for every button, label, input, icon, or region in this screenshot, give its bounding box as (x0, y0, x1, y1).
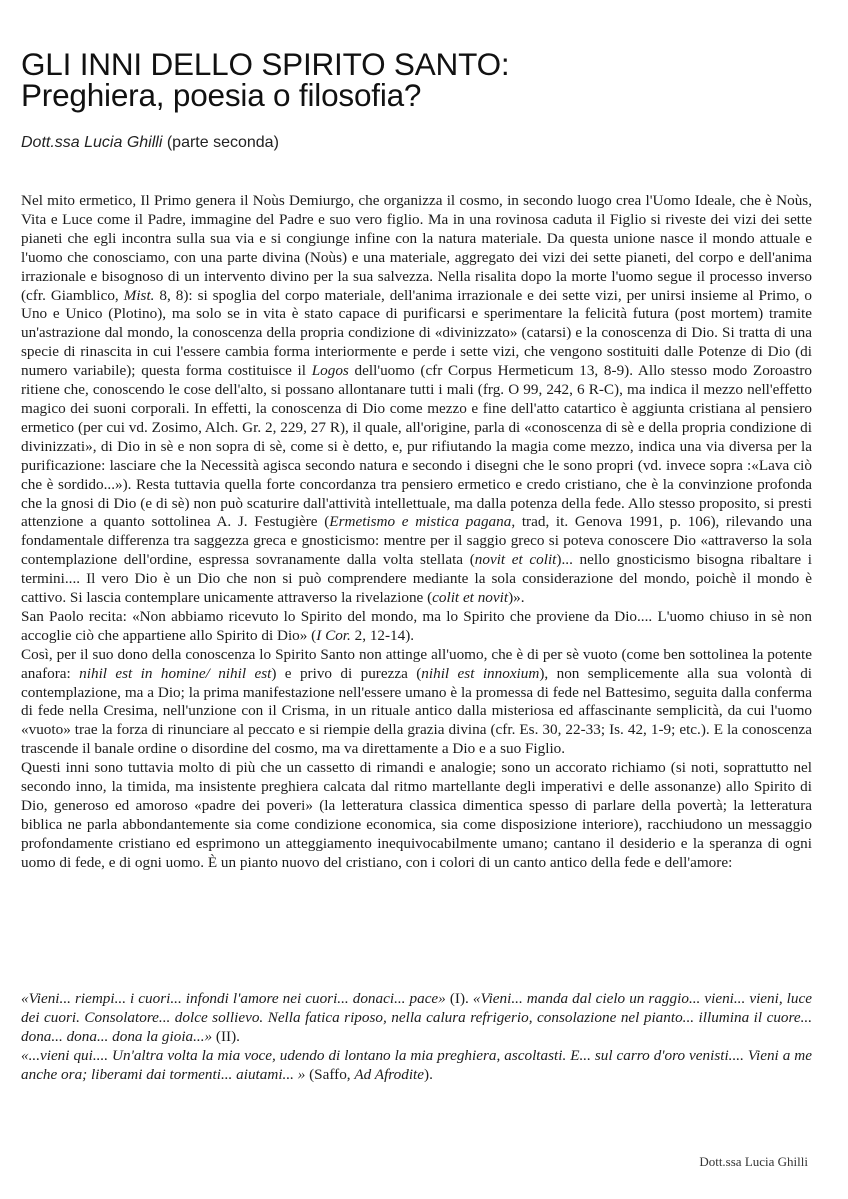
p3-text-1: Così, per il suo dono della conoscenza lo Spirito Santo non attinge all'uomo, che è di per sè vuoto (come ben sottolinea la potente anafora: (21, 645, 812, 682)
p1-text-4: , trad, it. Genova 1991, p. 106), rilevando una fondamentale differenza tra saggezza greca e gnosticismo: mentre per il saggio greco si poteva conoscere Dio «attraverso la sola contemplazione dell'ordine, espressa sovranamente dalla volta stellata ( (21, 513, 812, 569)
p2-text-2: 2, 12-14). (350, 626, 415, 644)
p2-text-1: San Paolo recita: «Non abbiamo ricevuto lo Spirito del mondo, ma lo Spirito che proviene da Dio.... L'uomo chiuso in sè non accoglie ciò che appartiene allo Spirito di Dio» ( (21, 607, 812, 644)
p1-text-5: )... nello gnosticismo bisogna ribaltare i termini.... Il vero Dio è un Dio che non si può comprendere mediante la sola considerazione del mondo, poichè il mondo è cattivo. Si lascia contemplare unicamente attraverso la rivelazione ( (21, 551, 813, 607)
p1-text-2: 8, 8): si spoglia del corpo materiale, dell'anima irrazionale e dei sette vizi, per unirsi insieme al Primo, o Uno e Unico (Plotino), ma solo se in vita è stato capace di purificarsi e sperimentare la felicità futura (post mortem) tramite un'astrazione dal mondo, la conoscenza della propria condizione di «divinizzato» (catarsi) e la conoscenza di Dio. Si tratta di una specie di rinascita in cui l'essere cambia forma interiormente e perde i sette vizi, che vengono sostituiti dalle Potenze di Dio (di numero variabile); questa forma costituisce il (21, 286, 813, 380)
p1-ref-mist: Mist. (123, 286, 155, 304)
p1-text-6: )». (508, 589, 525, 607)
author-line (21, 134, 279, 152)
quote-sappho-ref-2: ). (424, 1065, 433, 1083)
paragraph-2 (21, 608, 812, 646)
quote-hymns (21, 990, 812, 1047)
page-title (21, 46, 510, 113)
quote-sappho (21, 1047, 812, 1085)
author-signature: Dott.ssa Lucia Ghilli (699, 1154, 808, 1169)
p1-term-logos: Logos (311, 362, 349, 380)
author-name: Dott.ssa Lucia Ghilli (21, 134, 163, 151)
quote-hymn-2: «Vieni... manda dal cielo un raggio... vieni... vieni, luce dei cuori. Consolatore... dolce sollievo. Nella fatica riposo, nella calura refrigerio, consolazione nel pianto... illumina il cuore... dona... dona... dona la gioia...» (21, 990, 812, 1045)
paragraph-1 (21, 192, 812, 608)
author-part: (parte seconda) (166, 134, 279, 151)
p2-ref-cor: I Cor. (316, 626, 351, 644)
p3-text-2: ) e privo di purezza ( (271, 664, 422, 682)
p3-latin-1: nihil est in homine/ nihil est (79, 664, 272, 682)
quote-hymn-1-ref: (I). (445, 990, 473, 1007)
paragraph-3 (21, 646, 812, 759)
title-line-1: GLI INNI DELLO SPIRITO SANTO: (21, 46, 510, 82)
quote-sappho-work: Ad Afrodite (354, 1065, 425, 1083)
p1-latin-novit: novit et colit (474, 551, 557, 569)
p1-text-1: Nel mito ermetico, Il Primo genera il Noùs Demiurgo, che organizza il cosmo, in secondo luogo crea l'Uomo Ideale, che è Noùs, Vita e Luce come il Padre, immagine del Padre e suo vero figlio. Ma in una rovinosa caduta il Figlio si riveste dei vizi dei sette pianeti che egli incontra sulla sua via e si congiunge infine con la natura materiale. Da questa unione nasce il mondo attuale e l'uomo che conosciamo, con una parte divina (Noùs) e una materiale, aggregato dei vizi dei sette pianeti, del corpo e dell'anima irrazionale e bisognoso di un intervento divino per la sua salvezza. Nella risalita dopo la morte l'uomo segue il processo inverso (cfr. Giamblico, (21, 192, 812, 304)
hymn-quotes (21, 990, 812, 1085)
quote-hymn-1: «Vieni... riempi... i cuori... infondi l'amore nei cuori... donaci... pace» (21, 990, 446, 1007)
article-body (21, 192, 812, 873)
p1-book-title: Ermetismo e mistica pagana (329, 513, 512, 531)
quote-sappho-ref-1: (Saffo, (305, 1065, 355, 1083)
p1-latin-colit: colit et novit (432, 589, 509, 607)
paragraph-4: Questi inni sono tuttavia molto di più che un cassetto di rimandi e analogie; sono un accorato richiamo (si noti, soprattutto nel secondo inno, la timida, ma insistente preghiera calcata dal ritmo martellante degli imperativi e delle assonanze) allo Spirito di Dio, generoso ed amoroso «padre dei poveri» (la letteratura classica dimentica spesso di parlare della povertà; la letteratura biblica ne parla abbondantemente sia come condizione economica, sia come disposizione interiore), racchiudono un messaggio profondamente cristiano ed esprimono un atteggiamento inequivocabilmente umano; cantano il desiderio e la speranza di ogni uomo di fede, e di ogni uomo. È un pianto nuovo del cristiano, con i colori di un canto antico della fede e dell'amore: (21, 759, 812, 871)
p1-text-3: dell'uomo (cfr Corpus Hermeticum 13, 8-9). Allo stesso modo Zoroastro ritiene che, conoscendo le cose dell'alto, si possano allontanare tutti i mali (frg. O 99, 242, 6 R-C), ma indica il mezzo nell'effetto magico dei suoni corporali. In effetti, la conoscenza di Dio come mezzo e fine dell'atto catartico è aggiunta cristiana al pensiero ermetico (per cui vd. Zosimo, Alch. Gr. 2, 229, 27 R), il quale, all'origine, parla di «conoscenza di sè e della propria condizione di divinizzati», di Dio in sè e non sopra di sè, come si è detto, e, pur rifiutando la magia come mezzo, indica una via diversa per la purificazione: lasciare che la Necessità agisca secondo natura e secondo i disegni che le sono propri (vd. invece sopra :«Lava ciò che è sordido...»). Resta tuttavia quella forte concordanza tra pensiero ermetico e credo cristiano, che è la convinzione profonda che la gnosi di Dio (e di sè) non può scaturire dall'attività intellettuale, ma dalla potenza della fede. Allo stesso proposito, si presti attenzione a quanto sottolinea A. J. Festugière ( (21, 362, 812, 531)
quote-hymn-2-ref: (II). (212, 1027, 240, 1045)
p3-latin-2: nihil est innoxium (421, 664, 540, 682)
quote-sappho-text: «...vieni qui.... Un'altra volta la mia voce, udendo di lontano la mia preghiera, ascoltasti. E... sul carro d'oro venisti.... Vieni a me anche ora; liberami dai tormenti... aiutami... » (21, 1046, 812, 1083)
p3-text-3: ), non semplicemente alla sua volontà di contemplazione, ma a Dio; la prima manifestazione nell'essere umano è la promessa di fede nel Battesimo, seguita dalla conferma di fede nella Cresima, nell'unzione con il Crisma, in un rituale antico dalla misteriosa ed affascinante semplicità, da cui l'uomo «vuoto» trae la forza di rinunciare al peccato e si riempie della grazia divina (cfr. Es. 30, 22-33; Is. 42, 1-9; etc.). E la conoscenza trascende il banale ordine o disordine del cosmo, ma va direttamente a Dio e a suo Figlio. (21, 664, 813, 758)
title-line-2: Preghiera, poesia o filosofia? (21, 77, 422, 113)
